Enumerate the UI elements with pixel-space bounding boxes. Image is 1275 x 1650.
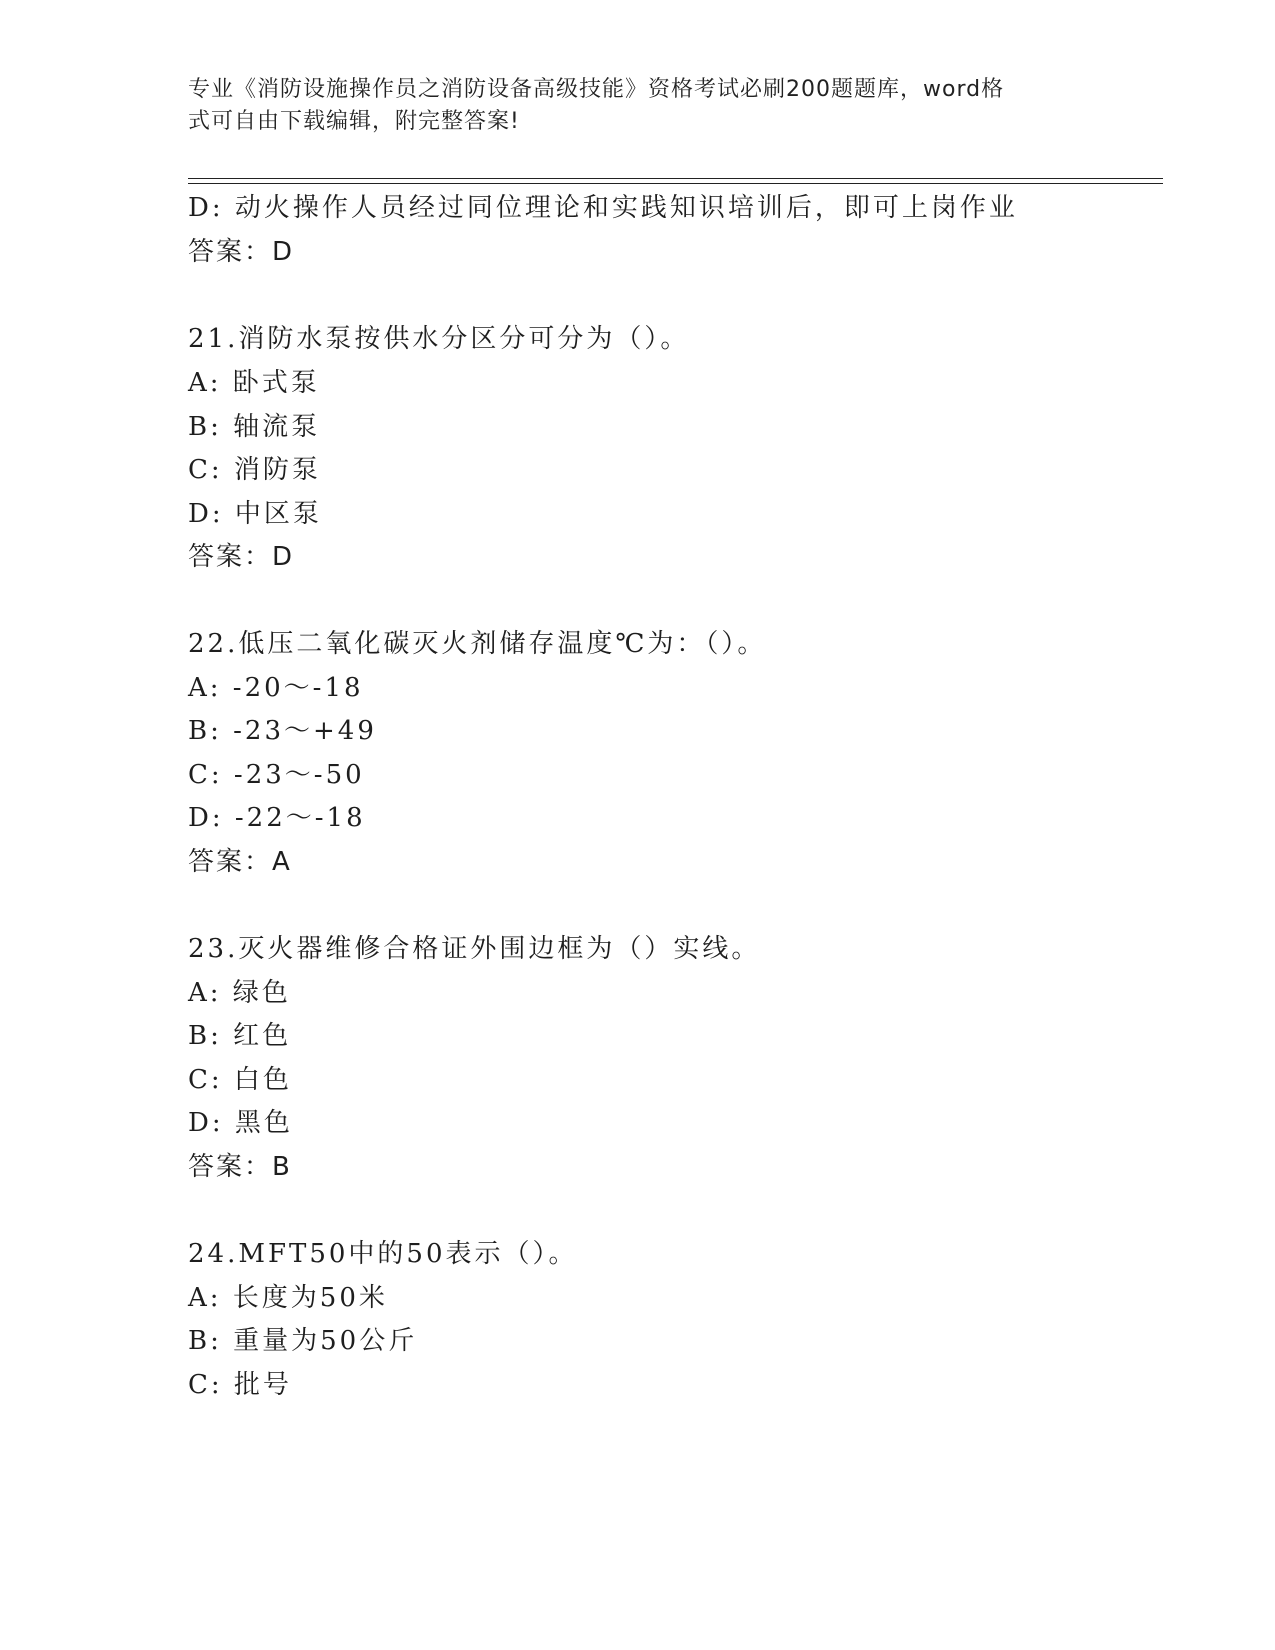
question-21-title: 21.消防水泵按供水分区分可分为（）。 bbox=[188, 324, 690, 354]
question-22-option-d: D: -22～-18 bbox=[188, 803, 366, 833]
question-23-option-d: D: 黑色 bbox=[188, 1108, 293, 1138]
question-21-option-c: C: 消防泵 bbox=[188, 455, 321, 485]
question-22-option-a: A: -20～-18 bbox=[188, 673, 364, 703]
question-23-option-b: B: 红色 bbox=[188, 1021, 292, 1051]
question-24-option-c: C: 批号 bbox=[188, 1370, 292, 1400]
prev-answer: 答案：D bbox=[188, 237, 295, 267]
question-21-option-b: B: 轴流泵 bbox=[188, 412, 321, 442]
header-line-1: 专业《消防设施操作员之消防设备高级技能》资格考试必刷200题题库，word格 bbox=[188, 77, 1005, 102]
header-divider-top bbox=[188, 178, 1163, 179]
question-23-option-c: C: 白色 bbox=[188, 1065, 292, 1095]
question-23-option-a: A: 绿色 bbox=[188, 978, 291, 1008]
question-21-option-a: A: 卧式泵 bbox=[188, 368, 320, 398]
question-22-option-b: B: -23～+49 bbox=[188, 716, 377, 746]
document-header bbox=[188, 74, 1088, 138]
question-22-option-c: C: -23～-50 bbox=[188, 760, 365, 790]
question-24-option-b: B: 重量为50公斤 bbox=[188, 1326, 418, 1356]
header-divider-bottom bbox=[188, 183, 1163, 184]
prev-option-d: D: 动火操作人员经过同位理论和实践知识培训后，即可上岗作业 bbox=[188, 193, 1018, 223]
question-21-answer: 答案：D bbox=[188, 542, 295, 572]
question-22-answer: 答案：A bbox=[188, 847, 292, 877]
header-line-2: 式可自由下载编辑，附完整答案! bbox=[188, 109, 520, 134]
question-24-option-a: A: 长度为50米 bbox=[188, 1283, 388, 1313]
question-23-title: 23.灭火器维修合格证外围边框为（）实线。 bbox=[188, 934, 761, 964]
question-21-option-d: D: 中区泵 bbox=[188, 499, 322, 529]
question-23-answer: 答案：B bbox=[188, 1152, 292, 1182]
question-22-title: 22.低压二氧化碳灭火剂储存温度℃为：（）。 bbox=[188, 629, 767, 659]
question-24-title: 24.MFT50中的50表示（）。 bbox=[188, 1239, 578, 1269]
